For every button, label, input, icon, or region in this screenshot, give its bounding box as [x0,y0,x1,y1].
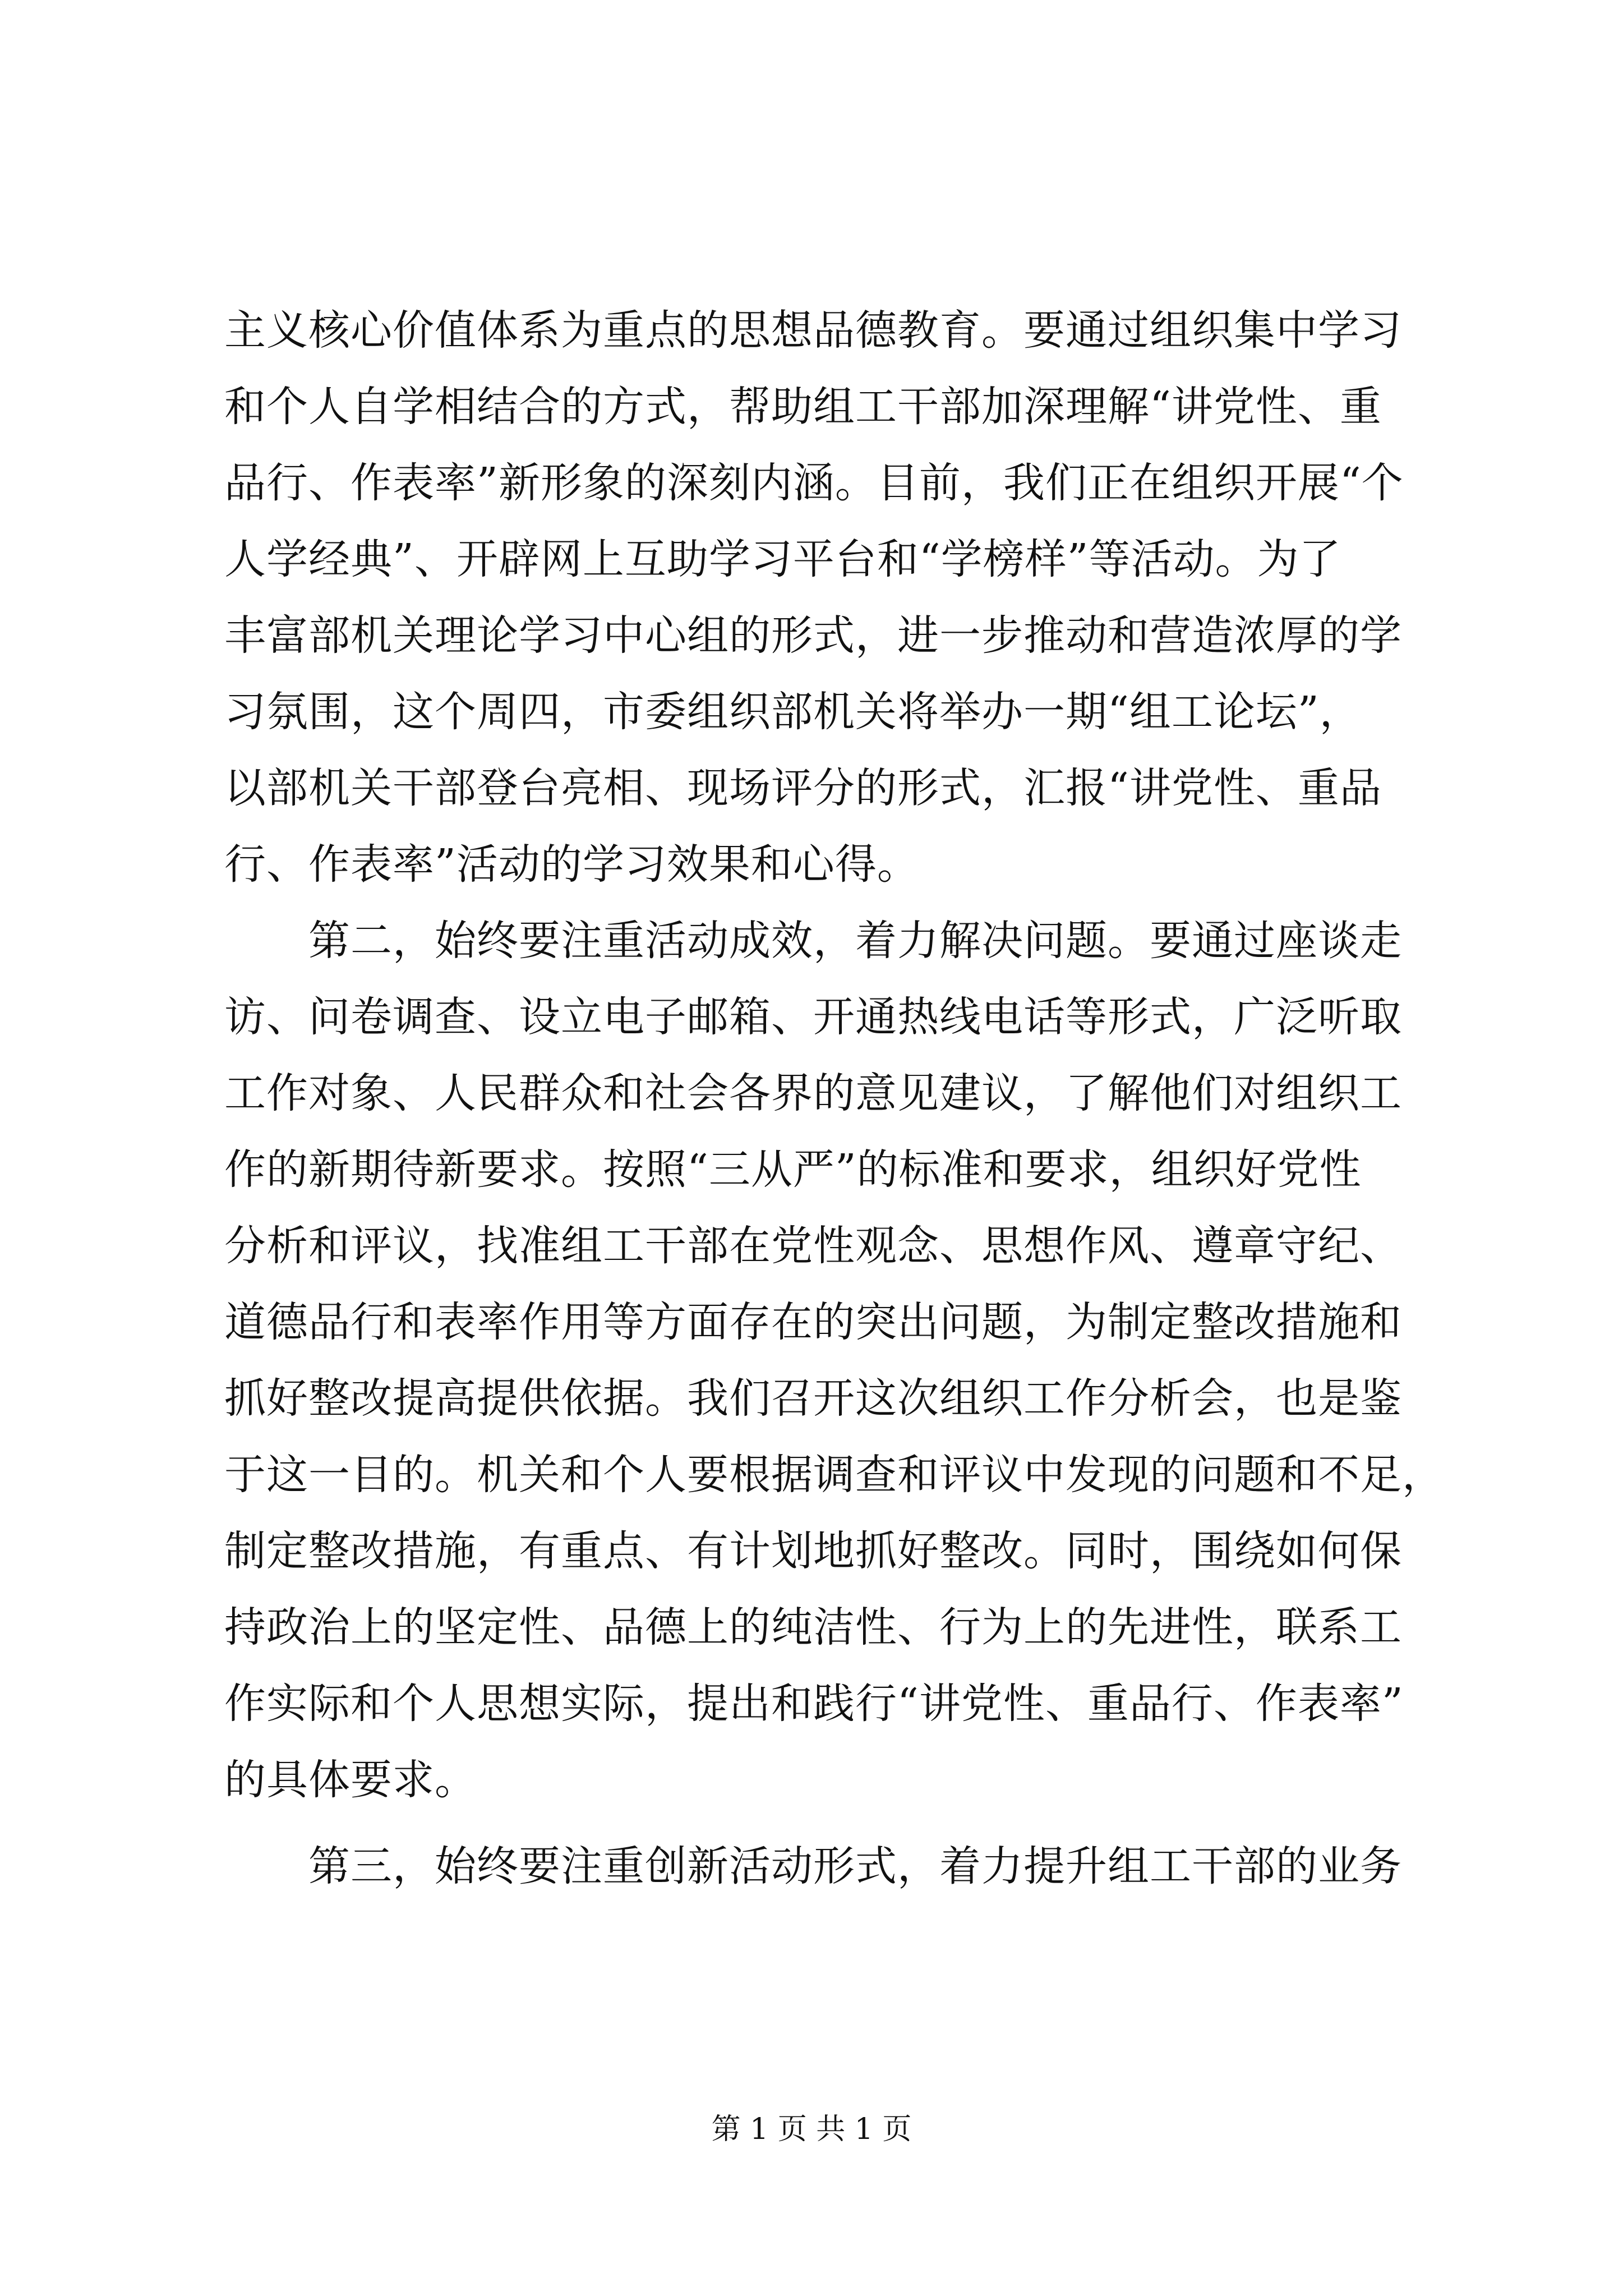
body-text-line: 作实际和个人思想实际，提出和践行“讲党性、重品行、作表率” [224,1680,1404,1728]
body-text-line: 人学经典”、开辟网上互助学习平台和“学榜样”等活动。为了 [224,535,1341,583]
body-text-line: 道德品行和表率作用等方面存在的突出问题，为制定整改措施和 [224,1298,1402,1346]
body-text-line: 习氛围，这个周四，市委组织部机关将举办一期“组工论坛”， [224,688,1362,736]
body-text-line: 丰富部机关理论学习中心组的形式，进一步推动和营造浓厚的学 [224,611,1402,660]
body-text-line: 品行、作表率”新形象的深刻内涵。目前，我们正在组织开展“个 [224,459,1404,507]
body-text-line: 和个人自学相结合的方式，帮助组工干部加深理解“讲党性、重 [224,383,1382,431]
body-text-line: 工作对象、人民群众和社会各界的意见建议，了解他们对组织工 [224,1069,1402,1117]
body-text-line: 主义核心价值体系为重点的思想品德教育。要通过组织集中学习 [224,306,1402,355]
body-text-line: 抓好整改提高提供依据。我们召开这次组织工作分析会，也是鉴 [224,1374,1402,1423]
page-footer: 第 1 页 共 1 页 [711,2113,912,2146]
body-text-line: 的具体要求。 [224,1756,477,1804]
paragraph-start-line: 第三，始终要注重创新活动形式，着力提升组工干部的业务 [224,1842,1402,1890]
body-text-line: 访、问卷调查、设立电子邮箱、开通热线电话等形式，广泛听取 [224,993,1402,1041]
body-text-line: 以部机关干部登台亮相、现场评分的形式，汇报“讲党性、重品 [224,764,1382,812]
body-text-line: 分析和评议，找准组工干部在党性观念、思想作风、遵章守纪、 [224,1222,1402,1270]
body-text-line: 行、作表率”活动的学习效果和心得。 [224,840,919,889]
body-text-line: 作的新期待新要求。按照“三从严”的标准和要求，组织好党性 [224,1145,1362,1194]
body-text-line: 于这一目的。机关和个人要根据调查和评议中发现的问题和不足， [224,1451,1444,1499]
body-text-line: 制定整改措施，有重点、有计划地抓好整改。同时，围绕如何保 [224,1527,1402,1575]
body-text-line: 持政治上的坚定性、品德上的纯洁性、行为上的先进性，联系工 [224,1603,1402,1651]
paragraph-start-line: 第二，始终要注重活动成效，着力解决问题。要通过座谈走 [224,917,1402,965]
